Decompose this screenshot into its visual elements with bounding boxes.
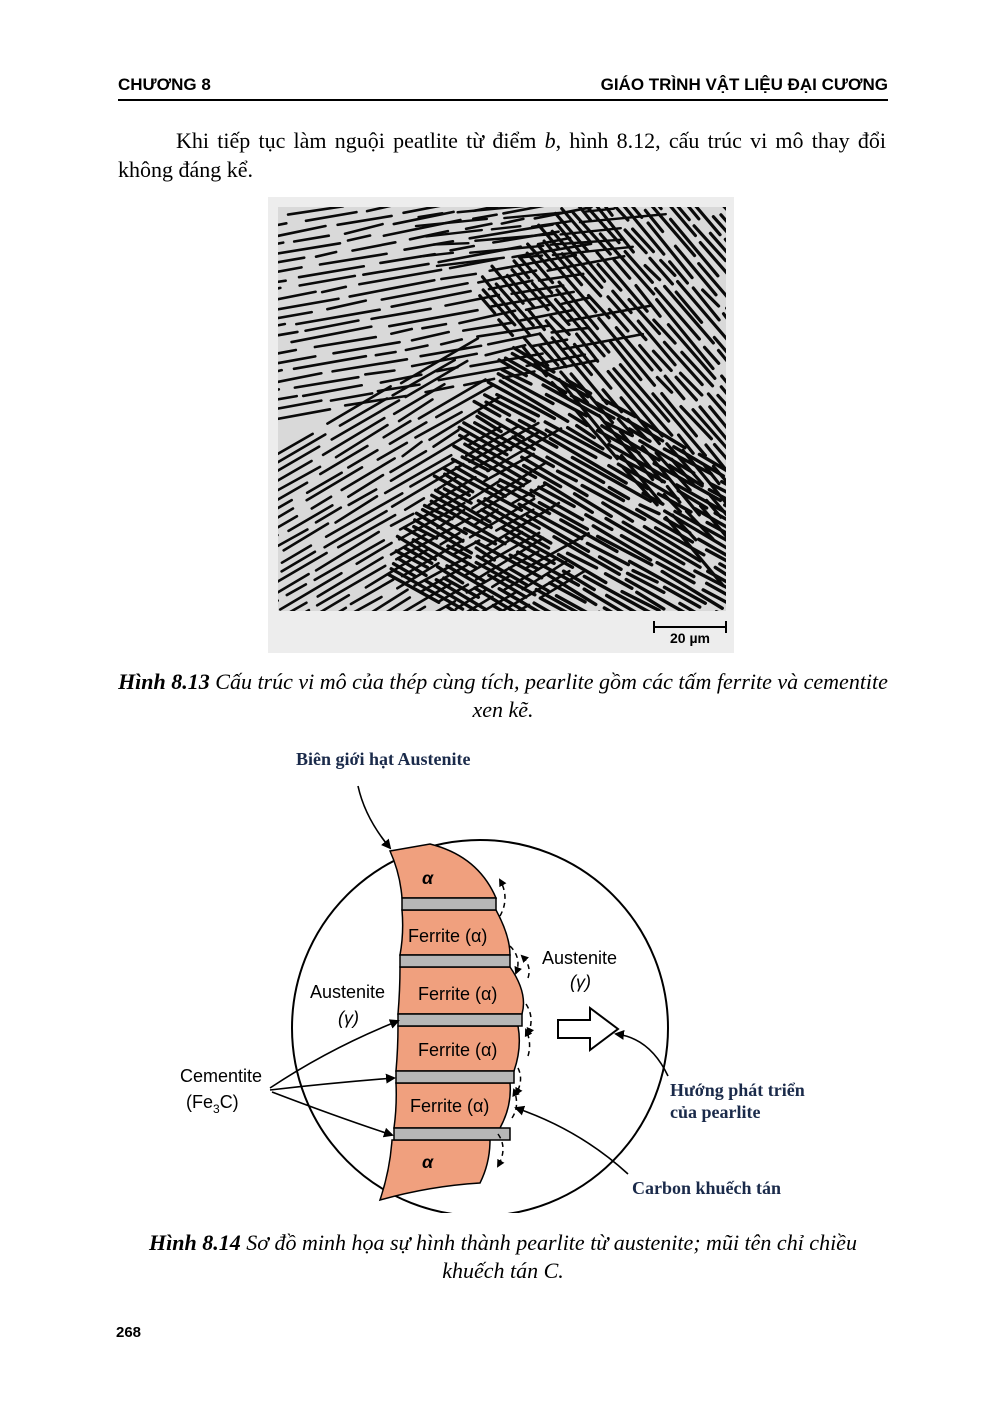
body-paragraph xyxy=(118,126,886,184)
cementite-plate-2 xyxy=(400,955,510,967)
book-title: GIÁO TRÌNH VẬT LIỆU ĐẠI CƯƠNG xyxy=(600,75,888,94)
growth-label-line2: của pearlite xyxy=(670,1102,761,1122)
alpha-label-bottom: α xyxy=(422,1152,434,1172)
growth-label-line1: Hướng phát triển xyxy=(670,1080,805,1100)
micrograph-figure xyxy=(268,197,734,653)
austenite-boundary-label: Biên giới hạt Austenite xyxy=(296,749,471,769)
alpha-label-top: α xyxy=(422,868,434,888)
caption-text: Sơ đồ minh họa sự hình thành pearlite từ austenite; mũi tên chỉ chiều khuếch tán C. xyxy=(240,1230,857,1283)
boundary-pointer-arrow xyxy=(358,786,390,848)
caption-figure-8-14 xyxy=(118,1229,888,1285)
caption-text: Cấu trúc vi mô của thép cùng tích, pearlite gồm các tấm ferrite và cementite xen kẽ. xyxy=(209,669,888,722)
chapter-label: CHƯƠNG 8 xyxy=(118,75,211,94)
pearlite-formation-diagram xyxy=(160,738,860,1213)
paragraph-text-2: , hình 8.12, cấu trúc vi mô thay đổi không đáng kể. xyxy=(118,128,886,182)
caption-figure-8-13 xyxy=(118,668,888,724)
austenite-left-label: Austenite xyxy=(310,982,386,1002)
point-b: b xyxy=(544,128,556,153)
ferrite-label-3: Ferrite (α) xyxy=(418,1040,498,1060)
ferrite-label-2: Ferrite (α) xyxy=(418,984,498,1004)
austenite-right-label: Austenite xyxy=(542,948,618,968)
page-number: 268 xyxy=(116,1324,142,1341)
paragraph-text-1: Khi tiếp tục làm nguội peatlite từ điểm xyxy=(176,128,545,153)
cementite-label: Cementite xyxy=(180,1066,263,1086)
ferrite-label-4: Ferrite (α) xyxy=(410,1096,490,1116)
cementite-plate-1 xyxy=(402,898,496,910)
caption-number: Hình 8.14 xyxy=(149,1230,241,1255)
ferrite-label-1: Ferrite (α) xyxy=(408,926,488,946)
scale-label: 20 µm xyxy=(670,630,710,646)
caption-number: Hình 8.13 xyxy=(118,669,210,694)
gamma-left-label: (γ) xyxy=(338,1008,359,1028)
page-header xyxy=(118,75,888,101)
carbon-diffusion-label: Carbon khuếch tán xyxy=(632,1178,782,1198)
cementite-formula: $(Fe_3C)$ xyxy=(186,1092,239,1116)
cementite-plate-4 xyxy=(396,1071,514,1083)
gamma-right-label: (γ) xyxy=(570,972,591,992)
cementite-plate-3 xyxy=(398,1014,522,1026)
cementite-plate-5 xyxy=(394,1128,510,1140)
